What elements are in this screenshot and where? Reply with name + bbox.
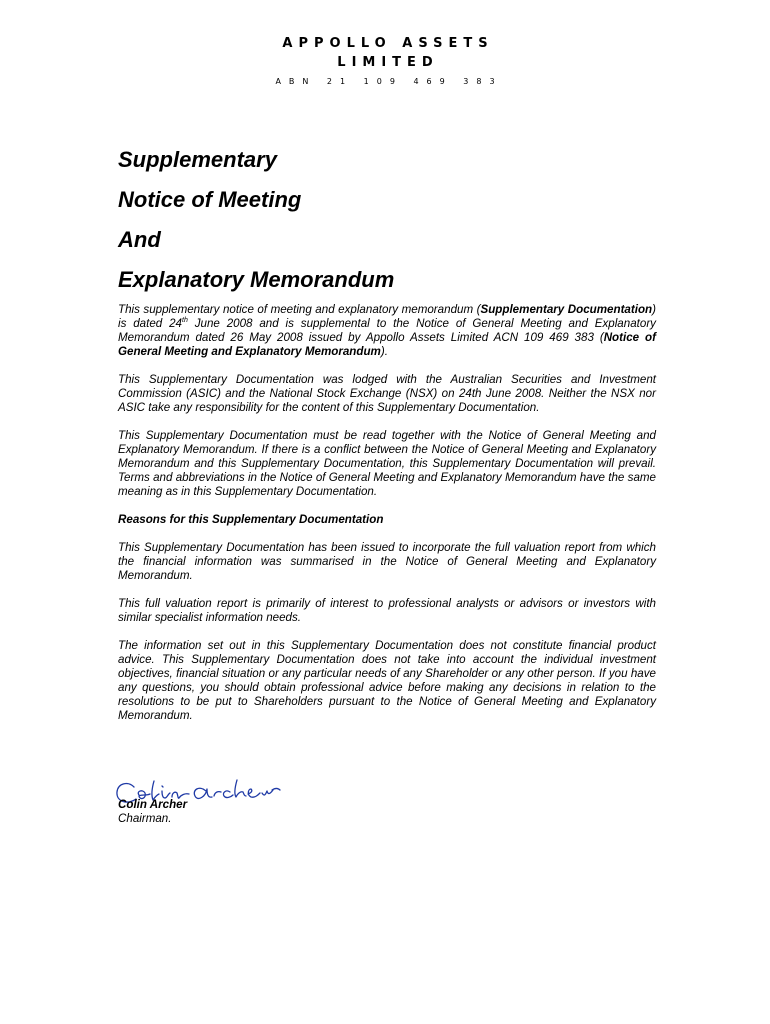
document-title bbox=[118, 140, 658, 300]
intro-text-1: This supplementary notice of meeting and explanatory memorandum ( bbox=[118, 303, 481, 316]
abn-number: ABN 21 109 469 383 bbox=[275, 77, 503, 86]
title-line-3: And bbox=[118, 227, 161, 252]
company-name-line-1: APPOLLO ASSETS bbox=[282, 36, 494, 51]
title-line-2: Notice of Meeting bbox=[118, 187, 302, 212]
signer-title: Chairman. bbox=[118, 812, 172, 825]
reasons-heading: Reasons for this Supplementary Documentation bbox=[118, 513, 384, 526]
intro-paragraph bbox=[118, 303, 656, 359]
signer-name: Colin Archer bbox=[118, 798, 188, 811]
title-line-1: Supplementary bbox=[118, 147, 277, 172]
notice-of-general-meeting-term: Notice of General Meeting and Explanatory Memorandum bbox=[118, 331, 656, 358]
read-together-paragraph: This Supplementary Documentation must be read together with the Notice of General Meeting and Explanatory Memorandum. If there is a conflict between the Notice of General Meeting and Explanatory Memorandum and this Supplementary Documentation, this Supplementary Documentation will prevail. Terms and abbreviations in the Notice of General Meeting and Explanatory Memorandum have the same meaning as in this Supplementary Documentation. bbox=[118, 429, 656, 498]
intro-text-2: ) is dated 24 bbox=[118, 303, 656, 330]
professional-interest-paragraph: This full valuation report is primarily of interest to professional analysts or advisors or investors with similar specialist information needs. bbox=[118, 597, 656, 624]
financial-advice-disclaimer-paragraph: The information set out in this Supplementary Documentation does not constitute financial product advice. This Supplementary Documentation does not take into account the individual investment objectives, financial situation or any particular needs of any Shareholder or any other person. If you have any questions, you should obtain professional advice before making any decisions in relation to the resolutions to be put to Shareholders pursuant to the Notice of General Meeting and Explanatory Memorandum. bbox=[118, 639, 656, 722]
company-name-line-2: LIMITED bbox=[337, 55, 439, 70]
supplementary-documentation-term: Supplementary Documentation bbox=[480, 303, 653, 316]
date-ordinal-suffix: th bbox=[182, 317, 188, 325]
letterhead bbox=[0, 34, 770, 86]
intro-text-3: June 2008 and is supplemental to the Notice of General Meeting and Explanatory Memorandum dated 26 May 2008 issued by Appollo Assets Limited ACN 109 469 383 ( bbox=[118, 317, 656, 344]
title-line-4: Explanatory Memorandum bbox=[118, 267, 395, 292]
signature-block bbox=[112, 774, 412, 834]
valuation-report-paragraph: This Supplementary Documentation has been issued to incorporate the full valuation report from which the financial information was summarised in the Notice of General Meeting and Explanatory Memorandum. bbox=[118, 541, 656, 582]
intro-text-4: ). bbox=[380, 345, 388, 358]
document-body bbox=[118, 303, 656, 737]
lodgement-paragraph: This Supplementary Documentation was lodged with the Australian Securities and Investment Commission (ASIC) and the National Stock Exchange (NSX) on 24th June 2008. Neither the NSX nor ASIC take any responsibility for the content of this Supplementary Documentation. bbox=[118, 373, 656, 414]
